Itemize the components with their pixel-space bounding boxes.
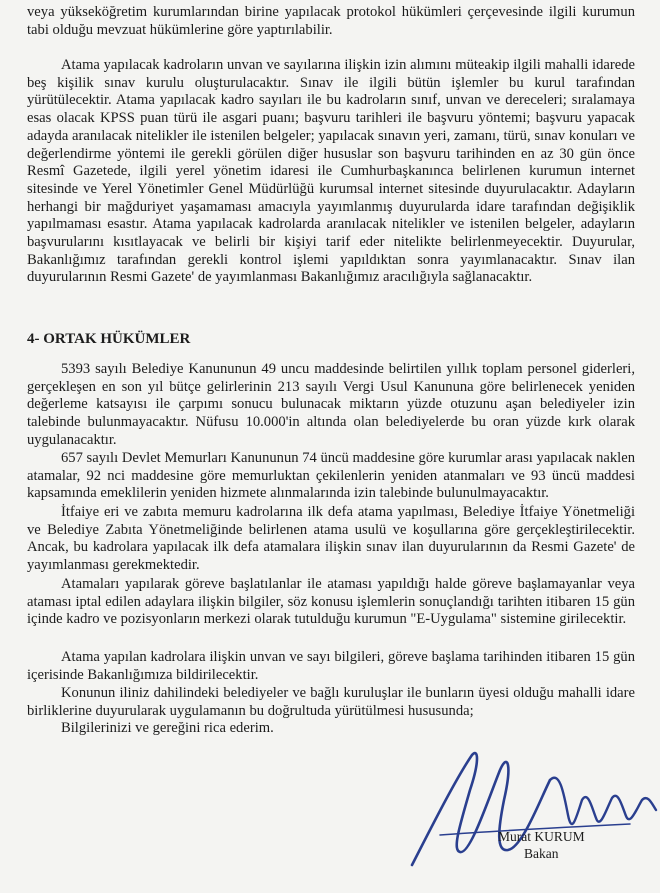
paragraph-transfer-appointments: 657 sayılı Devlet Memurları Kanununun 74 üncü maddesine göre kurumlar arası yapılacak naklen atamalar, 92 nci maddesine göre memurluktan çekilenlerin yeniden atanmaları ve 93 üncü maddesi kapsamında emeklilerin yeniden hizmete alınmalarında izin talebinde bulunulmayacaktır. — [27, 450, 635, 502]
signer-title: Bakan — [524, 846, 559, 861]
paragraph-protocol: veya yükseköğretim kurumlarından birine yapılacak protokol hükümleri çerçevesinde ilgili kurumun tabi olduğu mevzuat hükümlerine göre yaptırılabilir. — [27, 4, 635, 38]
paragraph-reporting: Atama yapılan kadrolara ilişkin unvan ve sayı bilgileri, göreve başlama tarihinden itibaren 15 gün içerisinde Bakanlığımıza bildirilecektir. — [27, 649, 635, 683]
paragraph-exam-board: Atama yapılacak kadroların unvan ve sayılarına ilişkin izin alımını müteakip ilgili mahalli idarede beş kişilik sınav kurulu oluşturulacaktır. Sınav ile ilgili bütün işlemler bu kurul tarafından yürütülecektir. Atama yapılacak kadro sayıları ile bu kadroların sınıf, unvan ve dereceleri; sıralamaya esas olacak KPSS puan türü ile asgari puanı; başvuru tarihleri ile başvuru yöntemi; başvuru yapacak adayda aranılacak nitelikler ile istenilen belgeler; yapılacak sınavın yeri, zamanı, türü, sınav konuları ve değerlendirme yöntemi ile gerekli görülen diğer hususlar son başvuru tarihinden en az 30 gün önce Resmî Gazetede, ilgili yerel yönetim idaresi ile Cumhurbaşkanınca belirlenen kurumun internet sitesinde ve Yerel Yönetimler Genel Müdürlüğü kurumsal internet sitesinde duyurulacaktır. Adayların herhangi bir mağduriyet yaşamaması amacıyla yayımlanmış duyurularda idare tarafından değişiklik yapılmaması esastır. Atama yapılacak kadrolarda aranılacak nitelikler ve istenilen belgeler, adayların başvurularını kısıtlayacak ve belirli bir kişiyi tarif eder nitelikte belirlenmeyecektir. Duyurular, Bakanlığımız tarafından gerekli kontrol işlemi yapıldıktan sonra yayımlanacaktır. Sınav ilan duyurularının Resmi Gazete' de yayımlanması Bakanlığımız aracılığıyla sağlanacaktır. — [27, 57, 635, 286]
paragraph-fire-police-staff: İtfaiye eri ve zabıta memuru kadrolarına ilk defa atama yapılması, Belediye İtfaiye Yönetmeliği ve Belediye Zabıta Yönetmeliğinde belirlenen atama usulü ve koşullarına göre gerçekleştirilecektir. Ancak, bu kadrolara yapılacak ilk defa atamalara ilişkin sınav ilan duyurularının da Resmi Gazete' de yayımlanması gerekmektedir. — [27, 504, 635, 574]
paragraph-dissemination: Konunun iliniz dahilindeki belediyeler ve bağlı kuruluşlar ile bunların üyesi olduğu mahalli idare birliklerine duyurularak uygulamanın bu doğrultuda yürütülmesi hususunda; — [27, 685, 635, 719]
signer-name: Murat KURUM — [498, 829, 585, 844]
paragraph-personnel-expenses: 5393 sayılı Belediye Kanununun 49 uncu maddesinde belirtilen yıllık toplam personel giderleri, gerçekleşen en son yıl bütçe gelirlerinin 213 sayılı Vergi Usul Kanununa göre belirlenecek yeniden değerleme katsayısı ile çarpımı sonucu bulunacak miktarın yüzde otuzunu aşan belediyeler izin talebinde bulunmayacaktır. Nüfusu 10.000'in altında olan belediyelerde bu oran yüzde kırk olarak uygulanacaktır. — [27, 361, 635, 448]
paragraph-closing: Bilgilerinizi ve gereğini rica ederim. — [61, 720, 274, 736]
section-heading-common-provisions: 4- ORTAK HÜKÜMLER — [27, 331, 191, 347]
paragraph-e-uygulama: Atamaları yapılarak göreve başlatılanlar ile ataması yapıldığı halde göreve başlamayanlar veya ataması iptal edilen adaylara ilişkin bilgiler, söz konusu işlemlerin sonuçlandığı tarihten itibaren 15 gün içinde kadro ve pozisyonların merkezi olarak tutulduğu kurumun "E-Uygulama" sistemine girilecektir. — [27, 576, 635, 628]
